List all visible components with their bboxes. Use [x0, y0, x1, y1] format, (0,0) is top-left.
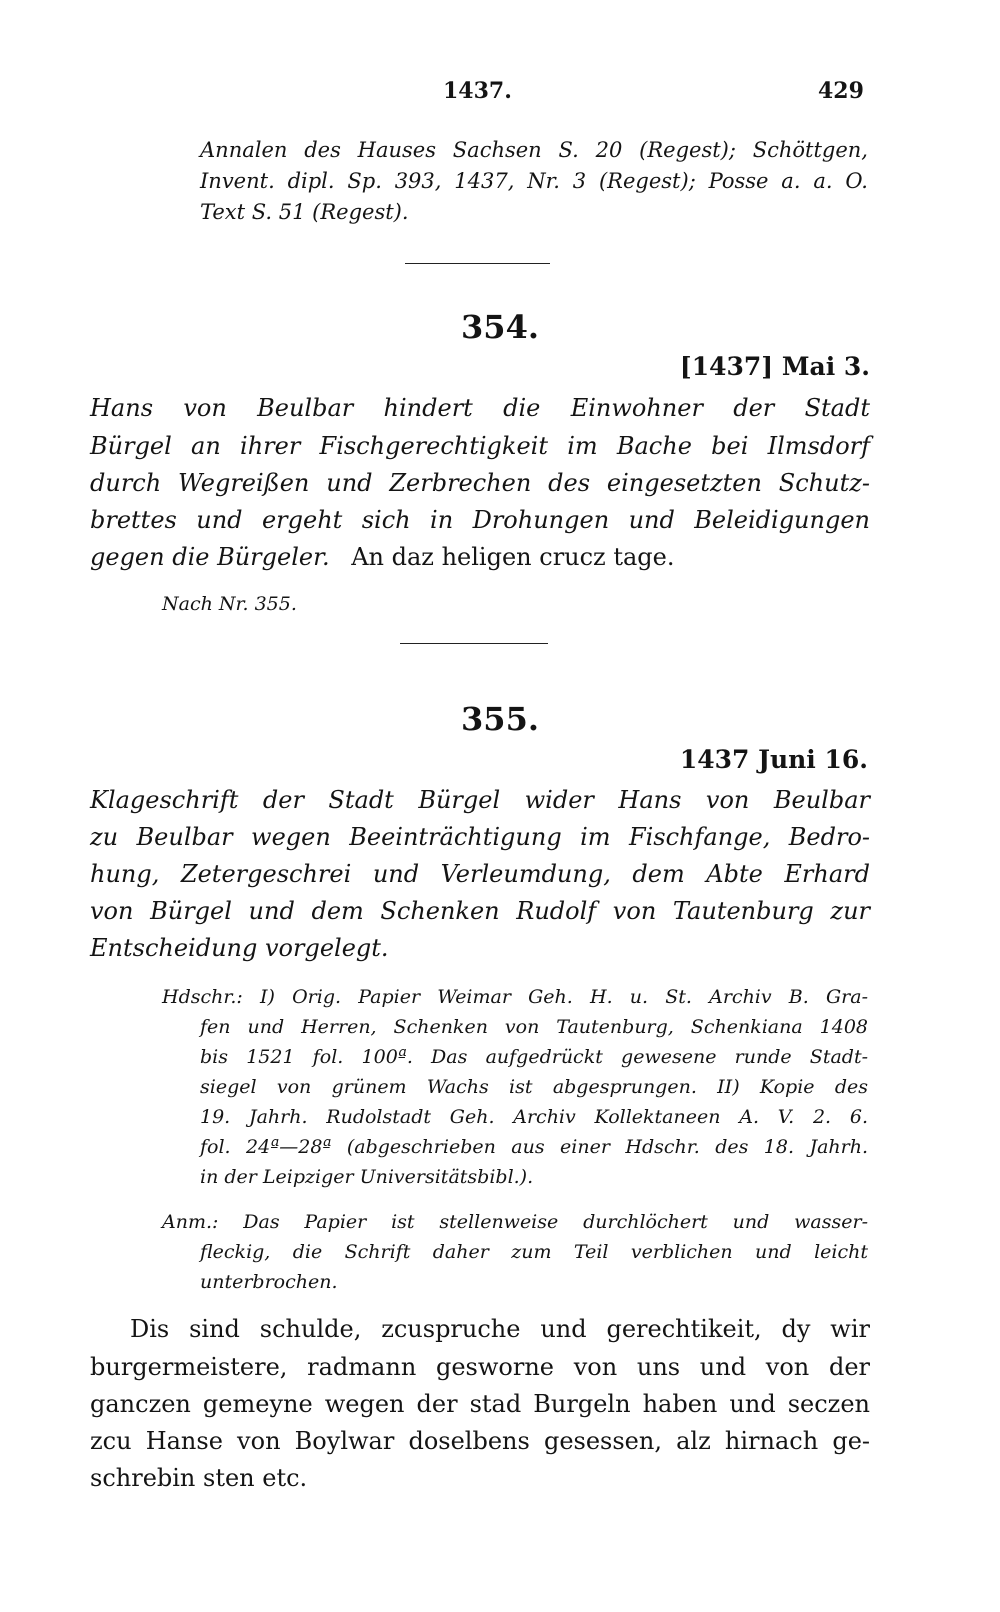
manuscript-line-1: Hdschr.: I) Orig. Papier Weimar Geh. H. u. St. Archiv B. Gra-: [162, 986, 868, 1008]
text-line-3: ganczen gemeyne wegen der stad Burgeln haben und seczen: [90, 1390, 870, 1418]
regest-354-line-5: [90, 541, 674, 573]
citation-line-2: Invent. dipl. Sp. 393, 1437, Nr. 3 (Regest); Posse a. a. O.: [200, 169, 868, 193]
manuscript-line-6: fol. 24ª—28ª (abgeschrieben aus einer Hdschr. des 18. Jahrh.: [200, 1136, 868, 1158]
remark-line-2: fleckig, die Schrift daher zum Teil verblichen und leicht: [200, 1241, 868, 1263]
citation-line-1: Annalen des Hauses Sachsen S. 20 (Regest); Schöttgen,: [200, 138, 868, 162]
manuscript-line-5: 19. Jahrh. Rudolstadt Geh. Archiv Kollektaneen A. V. 2. 6.: [200, 1106, 868, 1128]
regest-354-line-4: brettes und ergeht sich in Drohungen und Beleidigungen: [90, 506, 870, 534]
page-number: 429: [818, 78, 864, 104]
remark-line-3: unterbrochen.: [200, 1271, 338, 1293]
regest-355-line-3: hung, Zetergeschrei und Verleumdung, dem Abte Erhard: [90, 860, 870, 888]
regest-354-line-2: Bürgel an ihrer Fischgerechtigkeit im Bache bei Ilmsdorf: [90, 432, 870, 460]
manuscript-line-3: bis 1521 fol. 100ª. Das aufgedrückt gewesene runde Stadt-: [200, 1046, 868, 1068]
manuscript-line-2: fen und Herren, Schenken von Tautenburg, Schenkiana 1408: [200, 1016, 868, 1038]
running-header-year: 1437.: [443, 78, 512, 104]
section-divider: [405, 263, 550, 264]
entry-date-355: 1437 Juni 16.: [679, 745, 868, 774]
regest-355-line-4: von Bürgel und dem Schenken Rudolf von Tautenburg zur: [90, 897, 870, 925]
regest-354-closing: gegen die Bürgeler.: [90, 543, 330, 571]
text-line-5: schrebin sten etc.: [90, 1464, 308, 1492]
regest-355-line-5: Entscheidung vorgelegt.: [90, 934, 389, 962]
entry-number-355: 355.: [461, 700, 539, 738]
regest-354-line-1: Hans von Beulbar hindert die Einwohner der Stadt: [90, 394, 870, 422]
regest-355-line-2: zu Beulbar wegen Beeinträchtigung im Fischfange, Bedro-: [90, 823, 870, 851]
text-line-1: Dis sind schulde, zcuspruche und gerechtikeit, dy wir: [130, 1315, 870, 1343]
regest-354-line-3: durch Wegreißen und Zerbrechen des eingesetzten Schutz-: [90, 469, 870, 497]
citation-line-3: Text S. 51 (Regest).: [200, 200, 409, 224]
remark-line-1: Anm.: Das Papier ist stellenweise durchlöchert und wasser-: [162, 1211, 868, 1233]
text-line-4: zcu Hanse von Boylwar doselbens gesessen, alz hirnach ge-: [90, 1427, 870, 1455]
manuscript-line-4: siegel von grünem Wachs ist abgesprungen. II) Kopie des: [200, 1076, 868, 1098]
dating-formula-354: An daz heligen crucz tage.: [351, 543, 675, 571]
entry-number-354: 354.: [461, 308, 539, 346]
text-line-2: burgermeistere, radmann gesworne von uns und von der: [90, 1353, 870, 1381]
section-divider: [400, 643, 548, 644]
source-note-354: Nach Nr. 355.: [162, 593, 297, 615]
entry-date-354: [1437] Mai 3.: [679, 352, 870, 381]
manuscript-line-7: in der Leipziger Universitätsbibl.).: [200, 1166, 534, 1188]
regest-355-line-1: Klageschrift der Stadt Bürgel wider Hans von Beulbar: [90, 786, 870, 814]
